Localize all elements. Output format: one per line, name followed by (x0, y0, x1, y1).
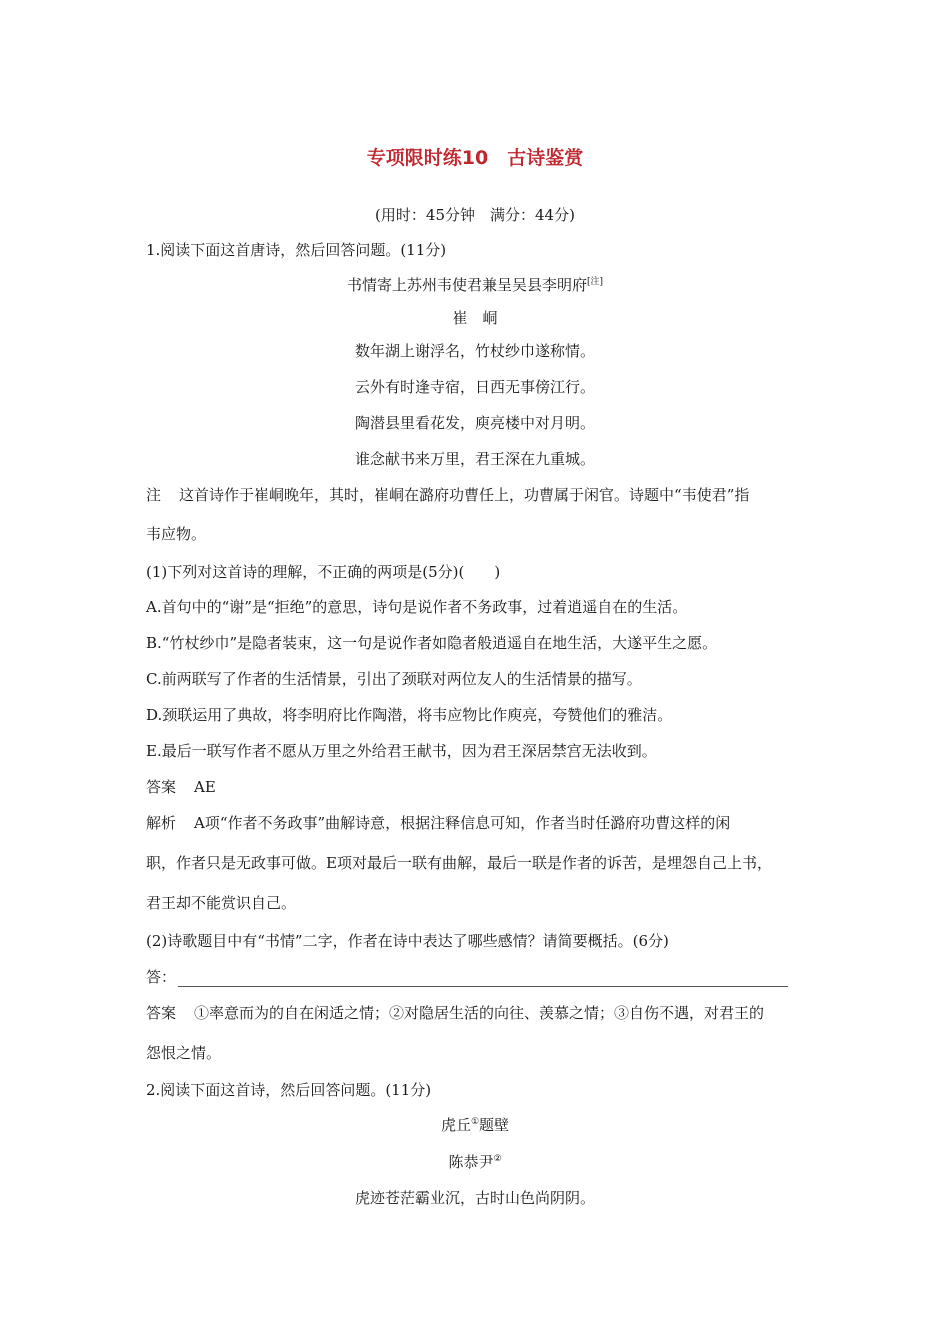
poem-2-author (0, 1152, 950, 1172)
poem-2-note-marker-1: ① (470, 1117, 480, 1127)
page-title: 专项限时练10 古诗鉴赏 (366, 147, 584, 169)
time-score-info: (用时：45分钟 满分：44分) (375, 206, 575, 224)
option-e: E.最后一联写作者不愿从万里之外给君王献书，因为君王深居禁宫无法收到。 (146, 742, 657, 760)
answer-2-text-1: ①率意而为的自在闲适之情；②对隐居生活的向往、羡慕之情；③自伤不遇，对君王的 (194, 1004, 765, 1022)
answer-blank-line[interactable] (178, 972, 788, 987)
poem-2-title-a: 虎丘 (440, 1116, 471, 1134)
question-1-prompt: 1.阅读下面这首唐诗，然后回答问题。(11分) (146, 241, 447, 259)
sub-question-2: (2)诗歌题目中有“书情”二字，作者在诗中表达了哪些感情？请简要概括。(6分) (146, 932, 669, 950)
option-d: D.颈联运用了典故，将李明府比作陶潜，将韦应物比作庾亮，夸赞他们的雅洁。 (146, 706, 673, 724)
poem-2-title-b: 题壁 (479, 1116, 510, 1134)
answer-2-label: 答案 (146, 1004, 177, 1022)
answer-label: 答案 (146, 778, 177, 796)
answer-2-text-2: 怨恨之情。 (146, 1044, 222, 1062)
poem-1-title-text: 书情寄上苏州韦使君兼呈吴县李明府 (346, 276, 587, 294)
question-2-prompt: 2.阅读下面这首诗，然后回答问题。(11分) (146, 1081, 432, 1099)
poem-1-note (146, 485, 749, 505)
poem-2-note-marker-2: ② (493, 1154, 502, 1164)
answer-value: AE (194, 778, 216, 796)
poem-2-author-name: 陈恭尹 (448, 1153, 494, 1171)
analysis-text-3: 君王却不能赏识自己。 (146, 894, 297, 912)
analysis (146, 813, 730, 833)
reply-row (146, 967, 788, 987)
reply-label: 答： (146, 968, 177, 986)
poem-2-title (0, 1115, 950, 1135)
poem-1-title (0, 275, 950, 295)
analysis-text-1: A项“作者不务政事”曲解诗意，根据注释信息可知，作者当时任潞府功曹这样的闲 (194, 814, 731, 832)
poem-2-line-1: 虎迹苍茫霸业沉，古时山色尚阴阴。 (354, 1189, 595, 1207)
option-a: A.首句中的“谢”是“拒绝”的意思，诗句是说作者不务政事，过着逍遥自在的生活。 (146, 598, 688, 616)
poem-1-author: 崔 峒 (452, 309, 498, 327)
note-label: 注 (146, 486, 162, 504)
note-text-1: 这首诗作于崔峒晚年，其时，崔峒在潞府功曹任上，功曹属于闲官。诗题中“韦使君”指 (179, 486, 750, 504)
poem-1-line-4: 谁念献书来万里，君王深在九重城。 (354, 450, 595, 468)
poem-1-line-2: 云外有时逢寺宿，日西无事傍江行。 (354, 378, 595, 396)
answer-2 (146, 1003, 764, 1023)
sub-question-1: (1)下列对这首诗的理解，不正确的两项是(5分)( ) (146, 563, 501, 581)
note-text-2: 韦应物。 (146, 525, 207, 543)
option-b: B.“竹杖纱巾”是隐者装束，这一句是说作者如隐者般逍遥自在地生活，大遂平生之愿。 (146, 634, 718, 652)
analysis-text-2: 职，作者只是无政事可做。E项对最后一联有曲解，最后一联是作者的诉苦，是埋怨自己上书， (146, 854, 772, 872)
poem-1-note-marker: [注] (586, 277, 604, 287)
analysis-label: 解析 (146, 814, 177, 832)
answer-1 (146, 777, 216, 797)
option-c: C.前两联写了作者的生活情景，引出了颈联对两位友人的生活情景的描写。 (146, 670, 642, 688)
poem-1-line-1: 数年湖上谢浮名，竹杖纱巾遂称情。 (354, 342, 595, 360)
poem-1-line-3: 陶潜县里看花发，庾亮楼中对月明。 (354, 414, 595, 432)
